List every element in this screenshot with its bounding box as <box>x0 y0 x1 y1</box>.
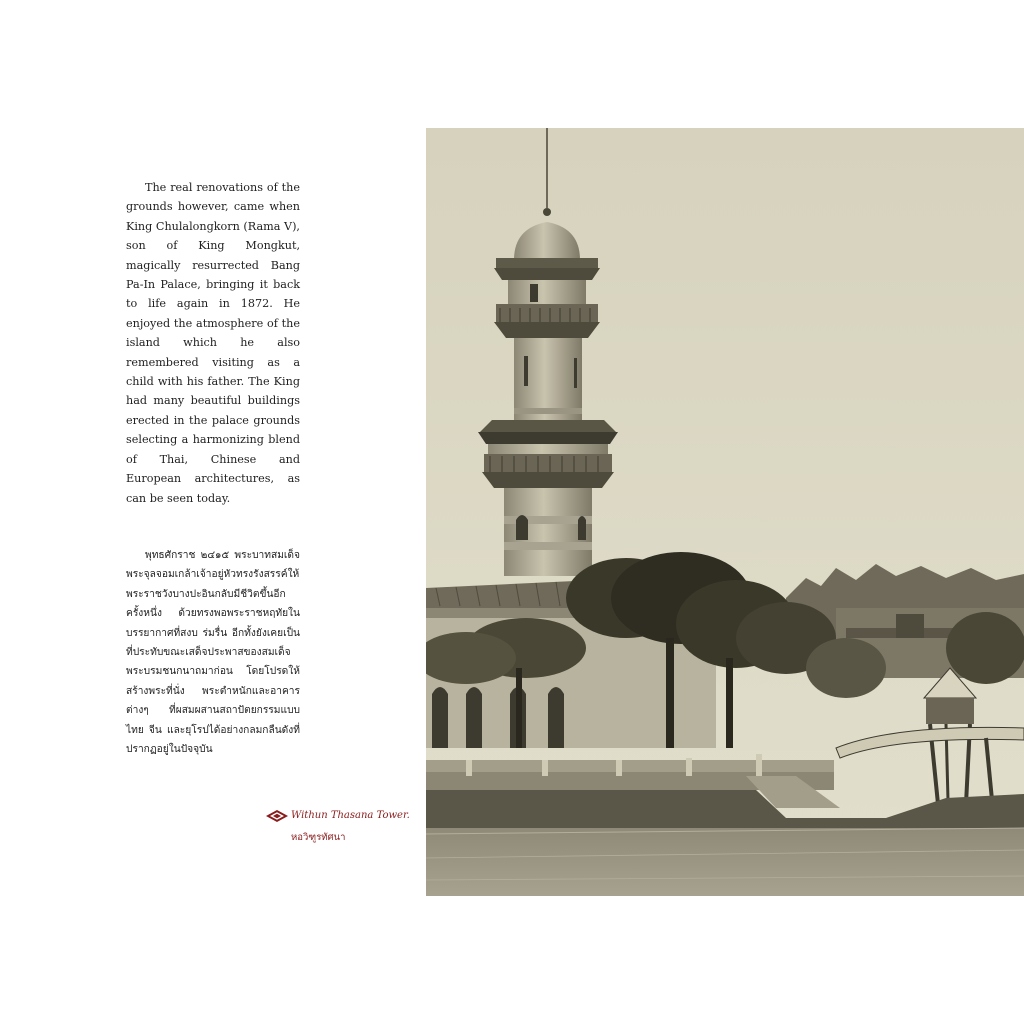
caption-thai: หอวิฑูรทัศนา <box>291 832 346 843</box>
caption-english: Withun Thasana Tower. <box>291 810 410 821</box>
text-column <box>126 178 300 759</box>
tower-photograph <box>426 128 1024 896</box>
red-diamond-ornament-icon <box>266 810 288 822</box>
sepia-tower-photograph <box>426 128 1024 896</box>
thai-paragraph: พุทธศักราช ๒๔๑๕ พระบาทสมเด็จพระจุลจอมเกล้าเจ้าอยู่หัวทรงรังสรรค์ให้พระราชวังบางปะอินกลับมีชีวิตขึ้นอีกครั้งหนึ่ง ด้วยทรงพอพระราชหฤทัยในบรรยากาศที่สงบ ร่มรื่น อีกทั้งยังเคยเป็นที่ประทับขณะเสด็จประพาสของสมเด็จพระบรมชนกนาถมาก่อน โดยโปรดให้สร้างพระที่นั่ง พระตำหนักและอาคารต่างๆ ที่ผสมผสานสถาปัตยกรรมแบบไทย จีน และยุโรปได้อย่างกลมกลืนดังที่ปรากฏอยู่ในปัจจุบัน <box>126 549 300 755</box>
english-paragraph: The real renovations of the grounds however, came when King Chulalongkorn (Rama V), son of King Mongkut, magically resurrected Bang Pa-In Palace, bringing it back to life again in 1872. He enjoyed the atmosphere of the island which he also remembered visiting as a child with his father. The King had many beautiful buildings erected in the palace grounds selecting a harmonizing blend of Thai, Chinese and European architectures, as can be seen today. <box>126 181 300 505</box>
